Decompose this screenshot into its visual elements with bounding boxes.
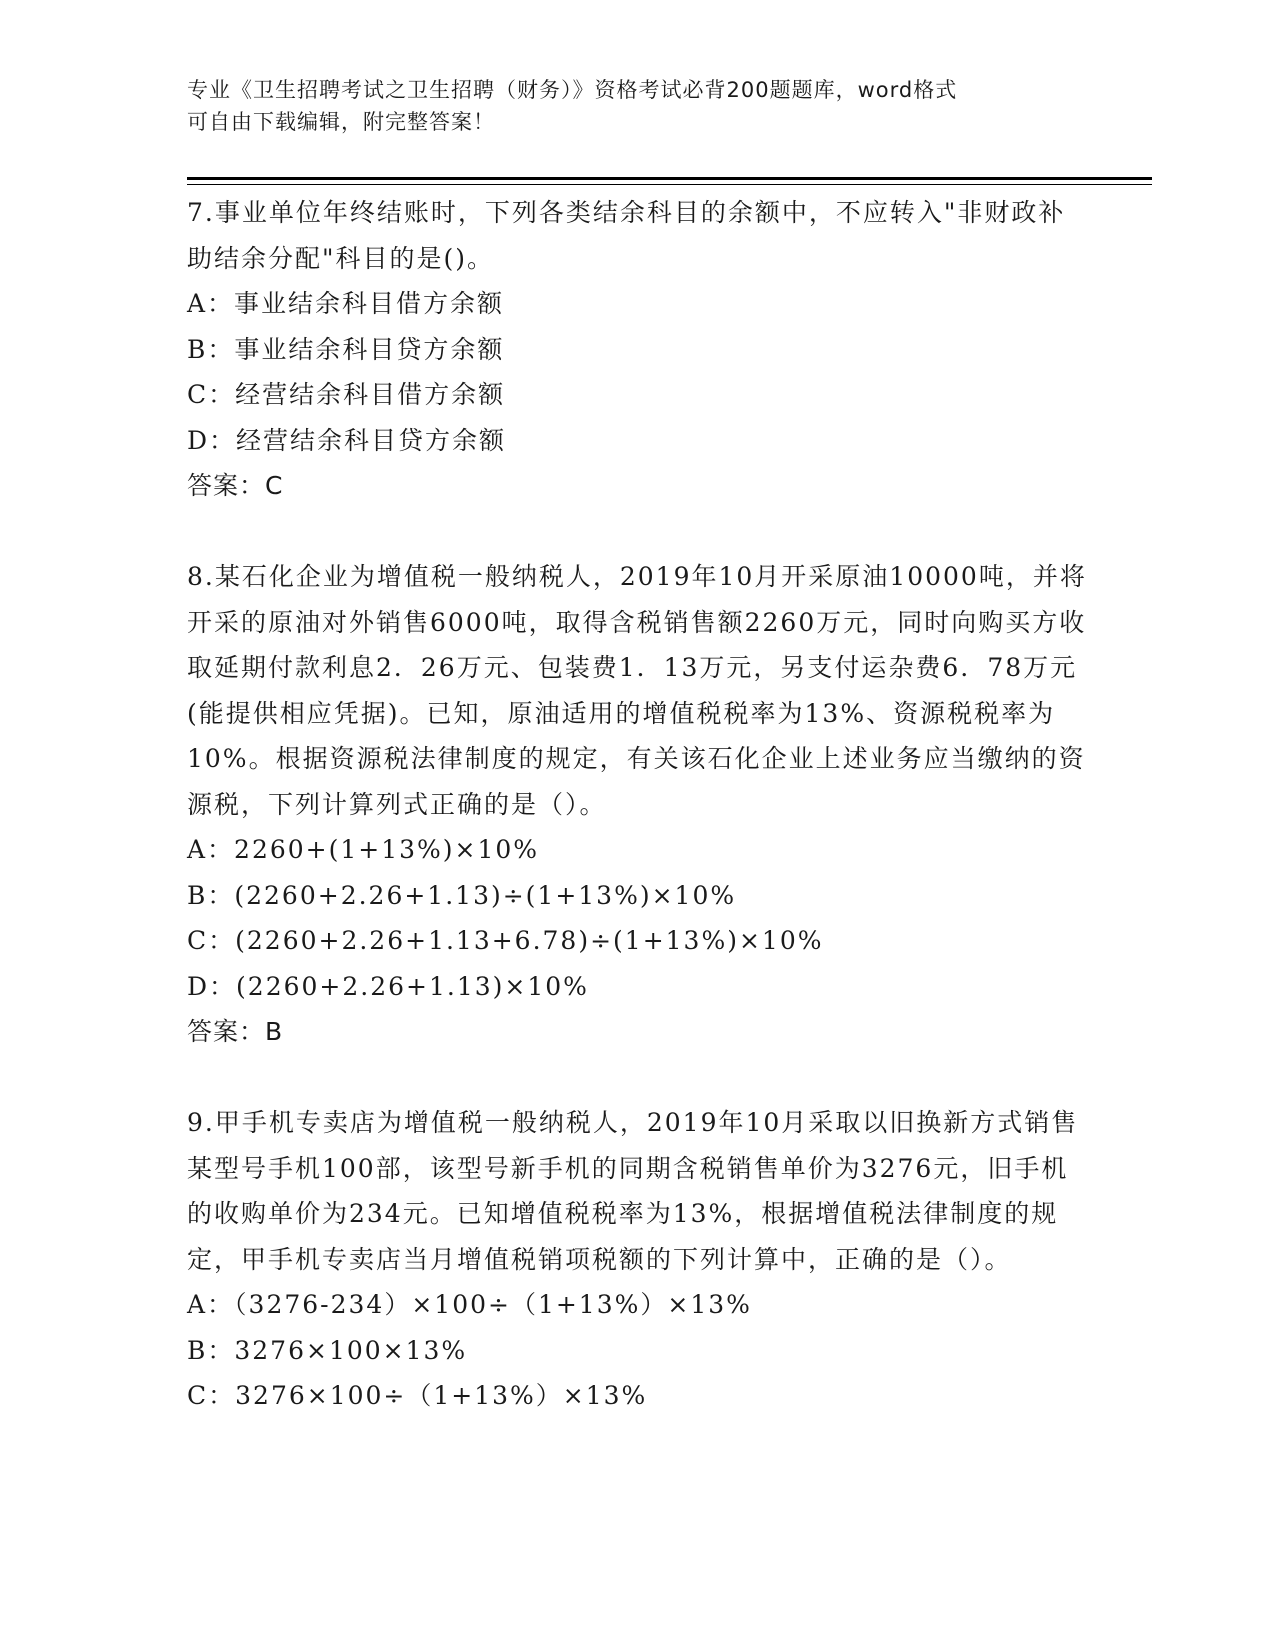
question-list [187, 190, 1087, 1419]
header-divider-thick [187, 177, 1152, 180]
header-line-1: 专业《卫生招聘考试之卫生招聘（财务）》资格考试必背200题题库，word格式 [187, 78, 958, 102]
answer: 答案：C [187, 471, 284, 500]
option-b: B：事业结余科目贷方余额 [187, 334, 505, 364]
question-8 [187, 554, 1087, 1055]
option-c: C：(2260+2.26+1.13+6.78)÷(1+13%)×10% [187, 926, 824, 955]
document-header [187, 74, 1067, 138]
option-a: A：（3276-234）×100÷（1+13%）×13% [187, 1290, 752, 1319]
option-a: A：事业结余科目借方余额 [187, 289, 505, 318]
option-d: D：经营结余科目贷方余额 [187, 425, 507, 455]
spacer [187, 509, 1087, 555]
option-c: C：经营结余科目借方余额 [187, 380, 506, 409]
spacer [187, 1055, 1087, 1101]
header-divider-thin [187, 184, 1152, 185]
option-a: A：2260+(1+13%)×10% [187, 835, 540, 864]
option-c: C：3276×100÷（1+13%）×13% [187, 1381, 648, 1410]
header-line-2: 可自由下载编辑，附完整答案！ [187, 110, 495, 134]
question-7 [187, 190, 1087, 509]
answer: 答案：B [187, 1017, 284, 1046]
option-b: B：3276×100×13% [187, 1335, 468, 1365]
question-stem: 9.甲手机专卖店为增值税一般纳税人，2019年10月采取以旧换新方式销售某型号手机100部，该型号新手机的同期含税销售单价为3276元，旧手机的收购单价为234元。已知增值税税率为13%，根据增值税法律制度的规定，甲手机专卖店当月增值税销项税额的下列计算中，正确的是（）。 [187, 1108, 1079, 1274]
question-9 [187, 1100, 1087, 1419]
option-b: B：(2260+2.26+1.13)÷(1+13%)×10% [187, 880, 737, 910]
option-d: D：(2260+2.26+1.13)×10% [187, 971, 589, 1001]
question-stem: 8.某石化企业为增值税一般纳税人，2019年10月开采原油10000吨，并将开采的原油对外销售6000吨，取得含税销售额2260万元，同时向购买方收取延期付款利息2．26万元、包装费1．13万元，另支付运杂费6．78万元(能提供相应凭据)。已知，原油适用的增值税税率为13%、资源税税率为10%。根据资源税法律制度的规定，有关该石化企业上述业务应当缴纳的资源税，下列计算列式正确的是（）。 [187, 562, 1087, 819]
question-stem: 7.事业单位年终结账时，下列各类结余科目的余额中，不应转入"非财政补助结余分配"科目的是()。 [187, 198, 1066, 273]
